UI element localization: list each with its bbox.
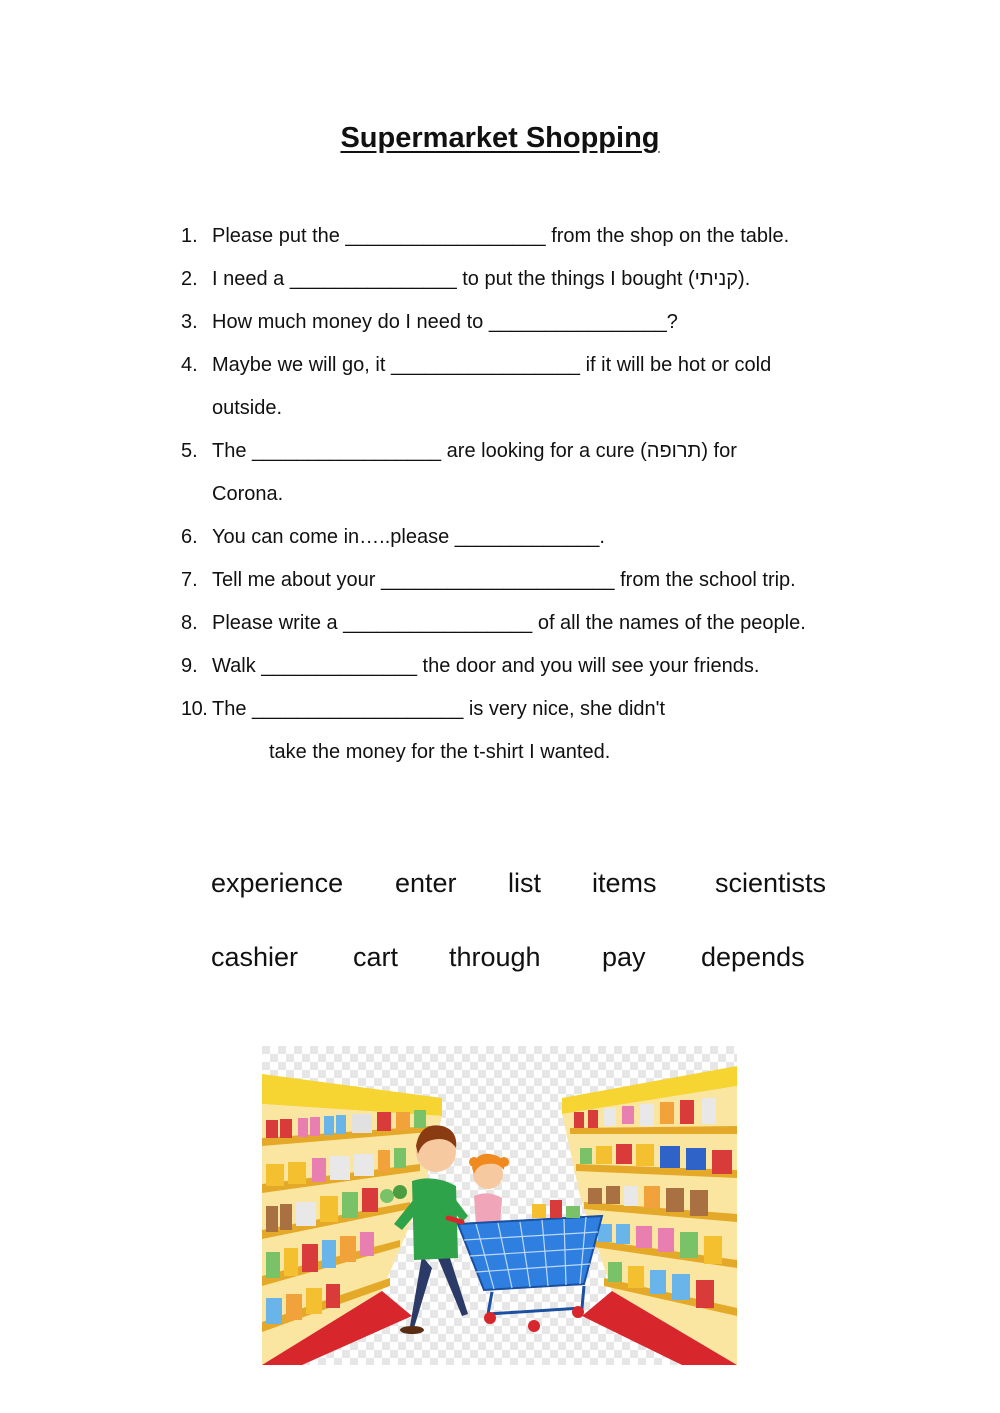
page-title: Supermarket Shopping — [340, 122, 660, 154]
word-bank-item: list — [508, 868, 541, 898]
word-bank-item: enter — [395, 868, 457, 898]
word-bank-item: scientists — [715, 868, 827, 898]
question-8 — [181, 610, 806, 636]
question-text: Walk ______________ the door and you will see your friends. — [212, 655, 760, 677]
question-number: 4. — [181, 354, 198, 376]
question-6 — [181, 524, 605, 550]
question-number: 1. — [181, 225, 198, 247]
question-number: 8. — [181, 612, 198, 634]
question-text: Tell me about your _____________________ from the school trip. — [212, 569, 796, 591]
question-10-continuation: take the money for the t-shirt I wanted. — [269, 741, 611, 763]
supermarket-cart-illustration — [262, 1046, 737, 1365]
question-number: 2. — [181, 268, 198, 290]
question-text: Please put the __________________ from the shop on the table. — [212, 225, 790, 247]
question-number: 9. — [181, 655, 198, 677]
question-3 — [181, 309, 678, 335]
question-10 — [181, 696, 665, 722]
question-7 — [181, 567, 796, 593]
question-text: Maybe we will go, it _________________ if it will be hot or cold — [212, 354, 772, 376]
question-1 — [181, 223, 789, 249]
question-number: 3. — [181, 311, 198, 333]
word-bank-item: depends — [701, 942, 805, 972]
word-bank-item: through — [449, 942, 541, 972]
word-bank-item: cashier — [211, 942, 299, 972]
question-text: How much money do I need to ________________? — [212, 311, 678, 333]
question-number: 5. — [181, 440, 198, 462]
word-bank-item: pay — [602, 942, 646, 972]
question-text: The _________________ are looking for a cure (תרופה) for — [212, 440, 737, 462]
question-5-continuation: Corona. — [212, 483, 284, 505]
word-bank-item: cart — [353, 942, 399, 972]
question-9 — [181, 653, 759, 679]
question-2 — [181, 266, 750, 292]
word-bank-item: items — [592, 868, 657, 898]
question-text: You can come in…..please _____________. — [212, 526, 605, 548]
question-5 — [181, 438, 737, 464]
question-text: The ___________________ is very nice, she didn't — [212, 698, 666, 720]
question-number: 10. — [181, 698, 208, 720]
question-4 — [181, 352, 771, 378]
question-number: 7. — [181, 569, 198, 591]
question-number: 6. — [181, 526, 198, 548]
question-4-continuation: outside. — [212, 397, 283, 419]
word-bank-item: experience — [211, 868, 344, 898]
question-text: Please write a _________________ of all the names of the people. — [212, 612, 806, 634]
question-text: I need a _______________ to put the things I bought (קניתי). — [212, 268, 751, 290]
